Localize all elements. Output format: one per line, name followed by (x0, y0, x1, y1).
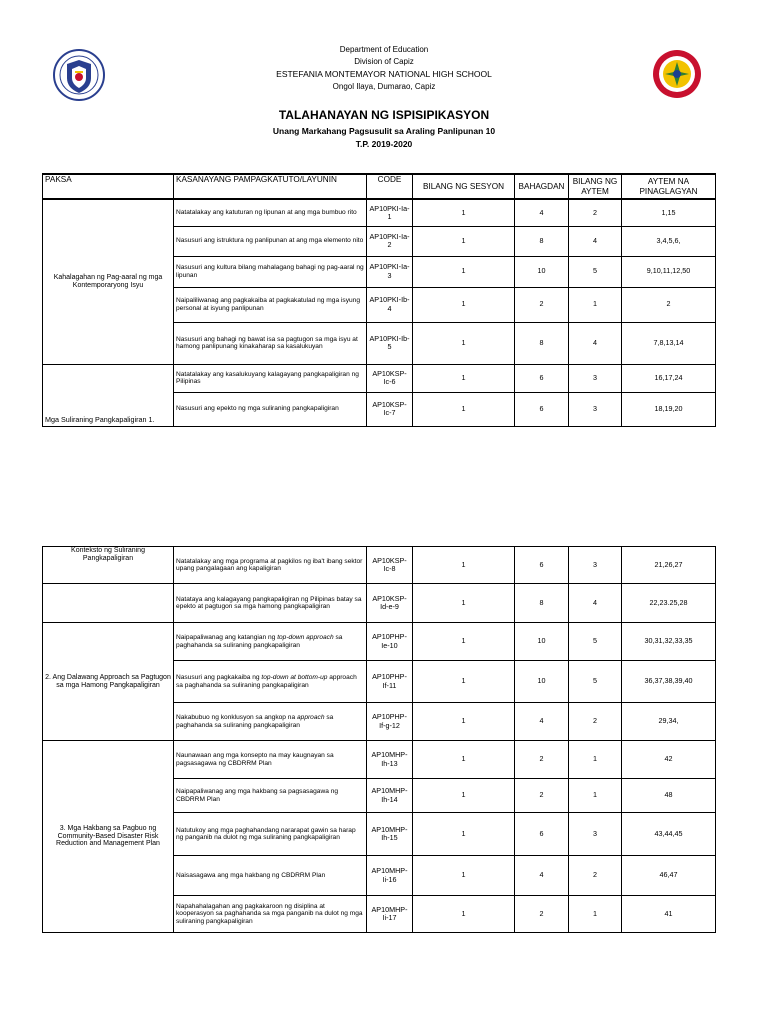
specification-table-part-1 (42, 173, 716, 427)
table-row (43, 199, 716, 226)
competency-cell: Naunawaan ang mga konsepto na may kaugnayan sa pagsasagawa ng CBDRRM Plan (174, 741, 367, 779)
competency-cell: Naipaliliwanag ang pagkakaiba at pagkakatulad ng mga isyung personal at isyung panlipunan (174, 287, 367, 322)
bahagdan-cell: 6 (515, 392, 569, 426)
bahagdan-cell: 4 (515, 703, 569, 741)
pinaglagyan-cell: 41 (622, 896, 716, 933)
pinaglagyan-cell: 1,15 (622, 199, 716, 226)
school-name: ESTEFANIA MONTEMAYOR NATIONAL HIGH SCHOOL (276, 69, 492, 79)
competency-cell (174, 623, 367, 661)
sesyon-cell: 1 (413, 547, 515, 584)
pinaglagyan-cell: 2 (622, 287, 716, 322)
school-year: T.P. 2019-2020 (355, 139, 413, 149)
aytem-cell: 4 (569, 322, 622, 364)
school-address: Ongol Ilaya, Dumarao, Capiz (332, 82, 436, 91)
aytem-cell: 1 (569, 779, 622, 813)
bahagdan-cell: 6 (515, 813, 569, 856)
topic-cell: 3. Mga Hakbang sa Pagbuo ng Community-Based Disaster Risk Reduction and Management Plan (43, 741, 174, 933)
competency-emphasis: top-down at bottom-up (261, 674, 328, 682)
col-header-kasanayan: KASANAYANG PAMPAGKATUTO/LAYUNIN (174, 174, 367, 199)
pinaglagyan-cell: 43,44,45 (622, 813, 716, 856)
competency-cell: Nasusuri ang istruktura ng panlipunan at ang mga elemento nito (174, 226, 367, 256)
code-cell: AP10MHP-Ih-13 (367, 741, 413, 779)
competency-cell: Natatalakay ang kasalukuyang kalagayang pangkapaligiran ng Pilipinas (174, 364, 367, 392)
bahagdan-cell: 8 (515, 322, 569, 364)
aytem-cell: 5 (569, 661, 622, 703)
sesyon-cell: 1 (413, 896, 515, 933)
code-cell: AP10PKI-Ib-4 (367, 287, 413, 322)
sesyon-cell: 1 (413, 623, 515, 661)
pinaglagyan-cell: 36,37,38,39,40 (622, 661, 716, 703)
competency-text: sa paghahanda sa suliraning pangkapaligiran (176, 634, 343, 649)
code-cell: AP10PKI-Ia-1 (367, 199, 413, 226)
competency-cell: Natutukoy ang mga paghahandang nararapat gawin sa harap ng panganib na dulot ng mga suliraning pangkapaligiran (174, 813, 367, 856)
table-row (43, 584, 716, 623)
col-header-bahagdan: BAHAGDAN (515, 174, 569, 199)
sesyon-cell: 1 (413, 322, 515, 364)
pinaglagyan-cell: 46,47 (622, 856, 716, 896)
col-header-pinaglagyan: AYTEM NA PINAGLAGYAN (622, 174, 716, 199)
competency-emphasis: top-down approach (277, 634, 334, 642)
document-title: TALAHANAYAN NG ISPISIPIKASYON (278, 108, 490, 122)
competency-text: sa paghahanda sa suliraning pangkapaligiran (176, 714, 334, 729)
sesyon-cell: 1 (413, 779, 515, 813)
aytem-cell: 5 (569, 256, 622, 287)
topic-cell-empty (43, 584, 174, 623)
bahagdan-cell: 2 (515, 287, 569, 322)
code-cell: AP10PHP-If-11 (367, 661, 413, 703)
col-header-paksa: PAKSA (43, 174, 174, 199)
competency-cell: Nasusuri ang epekto ng mga suliraning pangkapaligiran (174, 392, 367, 426)
aytem-cell: 3 (569, 364, 622, 392)
col-header-aytem: BILANG NG AYTEM (569, 174, 622, 199)
code-cell: AP10MHP-Ii-17 (367, 896, 413, 933)
pinaglagyan-cell: 18,19,20 (622, 392, 716, 426)
code-cell: AP10KSP-Ic-8 (367, 547, 413, 584)
sesyon-cell: 1 (413, 741, 515, 779)
sesyon-cell: 1 (413, 199, 515, 226)
pinaglagyan-cell: 42 (622, 741, 716, 779)
competency-cell: Natataya ang kalagayang pangkapaligiran ng Pilipinas batay sa epekto at pagtugon sa mga hamong pangkapaligiran (174, 584, 367, 623)
aytem-cell: 1 (569, 896, 622, 933)
bahagdan-cell: 8 (515, 226, 569, 256)
sesyon-cell: 1 (413, 226, 515, 256)
competency-cell (174, 661, 367, 703)
competency-text: Nasusuri ang pagkakaiba ng (176, 674, 262, 682)
code-cell: AP10MHP-Ih-15 (367, 813, 413, 856)
competency-cell: Natatalakay ang katuturan ng lipunan at ang mga bumbuo rito (174, 199, 367, 226)
code-cell: AP10PKI-Ia-3 (367, 256, 413, 287)
pinaglagyan-cell: 22,23.25,28 (622, 584, 716, 623)
competency-cell: Nasusuri ang kultura bilang mahalagang bahagi ng pag-aaral ng lipunan (174, 256, 367, 287)
pinaglagyan-cell: 21,26,27 (622, 547, 716, 584)
sesyon-cell: 1 (413, 813, 515, 856)
sesyon-cell: 1 (413, 364, 515, 392)
bahagdan-cell: 8 (515, 584, 569, 623)
aytem-cell: 2 (569, 703, 622, 741)
code-cell: AP10MHP-Ih-14 (367, 779, 413, 813)
bahagdan-cell: 4 (515, 856, 569, 896)
pinaglagyan-cell: 3,4,5,6, (622, 226, 716, 256)
bahagdan-cell: 2 (515, 741, 569, 779)
pinaglagyan-cell: 48 (622, 779, 716, 813)
competency-cell: Natatalakay ang mga programa at pagkilos ng iba't ibang sektor upang pangalagaan ang kapaligiran (174, 547, 367, 584)
competency-cell (174, 703, 367, 741)
aytem-cell: 3 (569, 547, 622, 584)
table-header-row (43, 174, 716, 199)
code-cell: AP10PHP-Ie-10 (367, 623, 413, 661)
aytem-cell: 4 (569, 226, 622, 256)
table-row (43, 623, 716, 661)
sesyon-cell: 1 (413, 287, 515, 322)
aytem-cell: 5 (569, 623, 622, 661)
bahagdan-cell: 6 (515, 364, 569, 392)
sesyon-cell: 1 (413, 661, 515, 703)
competency-cell: Naisasagawa ang mga hakbang ng CBDRRM Plan (174, 856, 367, 896)
document-subtitle: Unang Markahang Pagsusulit sa Araling Panlipunan 10 (272, 126, 496, 136)
bahagdan-cell: 6 (515, 547, 569, 584)
aytem-cell: 1 (569, 741, 622, 779)
bahagdan-cell: 10 (515, 256, 569, 287)
competency-cell: Naipapaliwanag ang mga hakbang sa pagsasagawa ng CBDRRM Plan (174, 779, 367, 813)
bahagdan-cell: 10 (515, 623, 569, 661)
sesyon-cell: 1 (413, 703, 515, 741)
sesyon-cell: 1 (413, 256, 515, 287)
bahagdan-cell: 2 (515, 779, 569, 813)
code-cell: AP10PHP-If-g-12 (367, 703, 413, 741)
competency-text: approach sa paghahanda sa suliraning pangkapaligiran (176, 674, 357, 689)
topic-cell: Mga Suliraning Pangkapaligiran 1. (43, 364, 174, 426)
col-header-sesyon: BILANG NG SESYON (413, 174, 515, 199)
topic-cell: Kahalagahan ng Pag-aaral ng mga Kontemporaryong Isyu (43, 199, 174, 364)
pinaglagyan-cell: 9,10,11,12,50 (622, 256, 716, 287)
sesyon-cell: 1 (413, 584, 515, 623)
code-cell: AP10MHP-Ii-16 (367, 856, 413, 896)
bahagdan-cell: 4 (515, 199, 569, 226)
division-line: Division of Capiz (354, 57, 414, 66)
specification-table-part-2 (42, 546, 716, 933)
pinaglagyan-cell: 30,31,32,33,35 (622, 623, 716, 661)
sesyon-cell: 1 (413, 856, 515, 896)
aytem-cell: 2 (569, 199, 622, 226)
competency-cell: Nasusuri ang bahagi ng bawat isa sa pagtugon sa mga isyu at hamong panlipunang kinakaharap sa kasalukuyan (174, 322, 367, 364)
competency-text: Naipapaliwanag ang katangian ng (176, 634, 278, 642)
aytem-cell: 3 (569, 392, 622, 426)
table-row (43, 741, 716, 779)
code-cell: AP10PKI-Ia-2 (367, 226, 413, 256)
bahagdan-cell: 10 (515, 661, 569, 703)
pinaglagyan-cell: 29,34, (622, 703, 716, 741)
table-row (43, 364, 716, 392)
col-header-code: CODE (367, 174, 413, 199)
aytem-cell: 3 (569, 813, 622, 856)
table-row (43, 547, 716, 584)
pinaglagyan-cell: 16,17,24 (622, 364, 716, 392)
department-line: Department of Education (339, 45, 429, 54)
code-cell: AP10PKI-Ib-5 (367, 322, 413, 364)
competency-text: Nakabubuo ng konklusyon sa angkop na (176, 714, 297, 722)
competency-emphasis: approach (296, 714, 325, 722)
code-cell: AP10KSP-Ic-6 (367, 364, 413, 392)
aytem-cell: 1 (569, 287, 622, 322)
code-cell: AP10KSP-Ic-7 (367, 392, 413, 426)
topic-cell: Konteksto ng Suliraning Pangkapaligiran (43, 547, 174, 584)
bahagdan-cell: 2 (515, 896, 569, 933)
code-cell: AP10KSP-Id-e-9 (367, 584, 413, 623)
aytem-cell: 2 (569, 856, 622, 896)
aytem-cell: 4 (569, 584, 622, 623)
sesyon-cell: 1 (413, 392, 515, 426)
topic-cell: 2. Ang Dalawang Approach sa Pagtugon sa mga Hamong Pangkapaligiran (43, 623, 174, 741)
pinaglagyan-cell: 7,8,13,14 (622, 322, 716, 364)
competency-cell: Napahahalagahan ang pagkakaroon ng disiplina at kooperasyon sa paghahanda sa mga panganib na dulot ng mga suliraning pangkapaligiran (174, 896, 367, 933)
